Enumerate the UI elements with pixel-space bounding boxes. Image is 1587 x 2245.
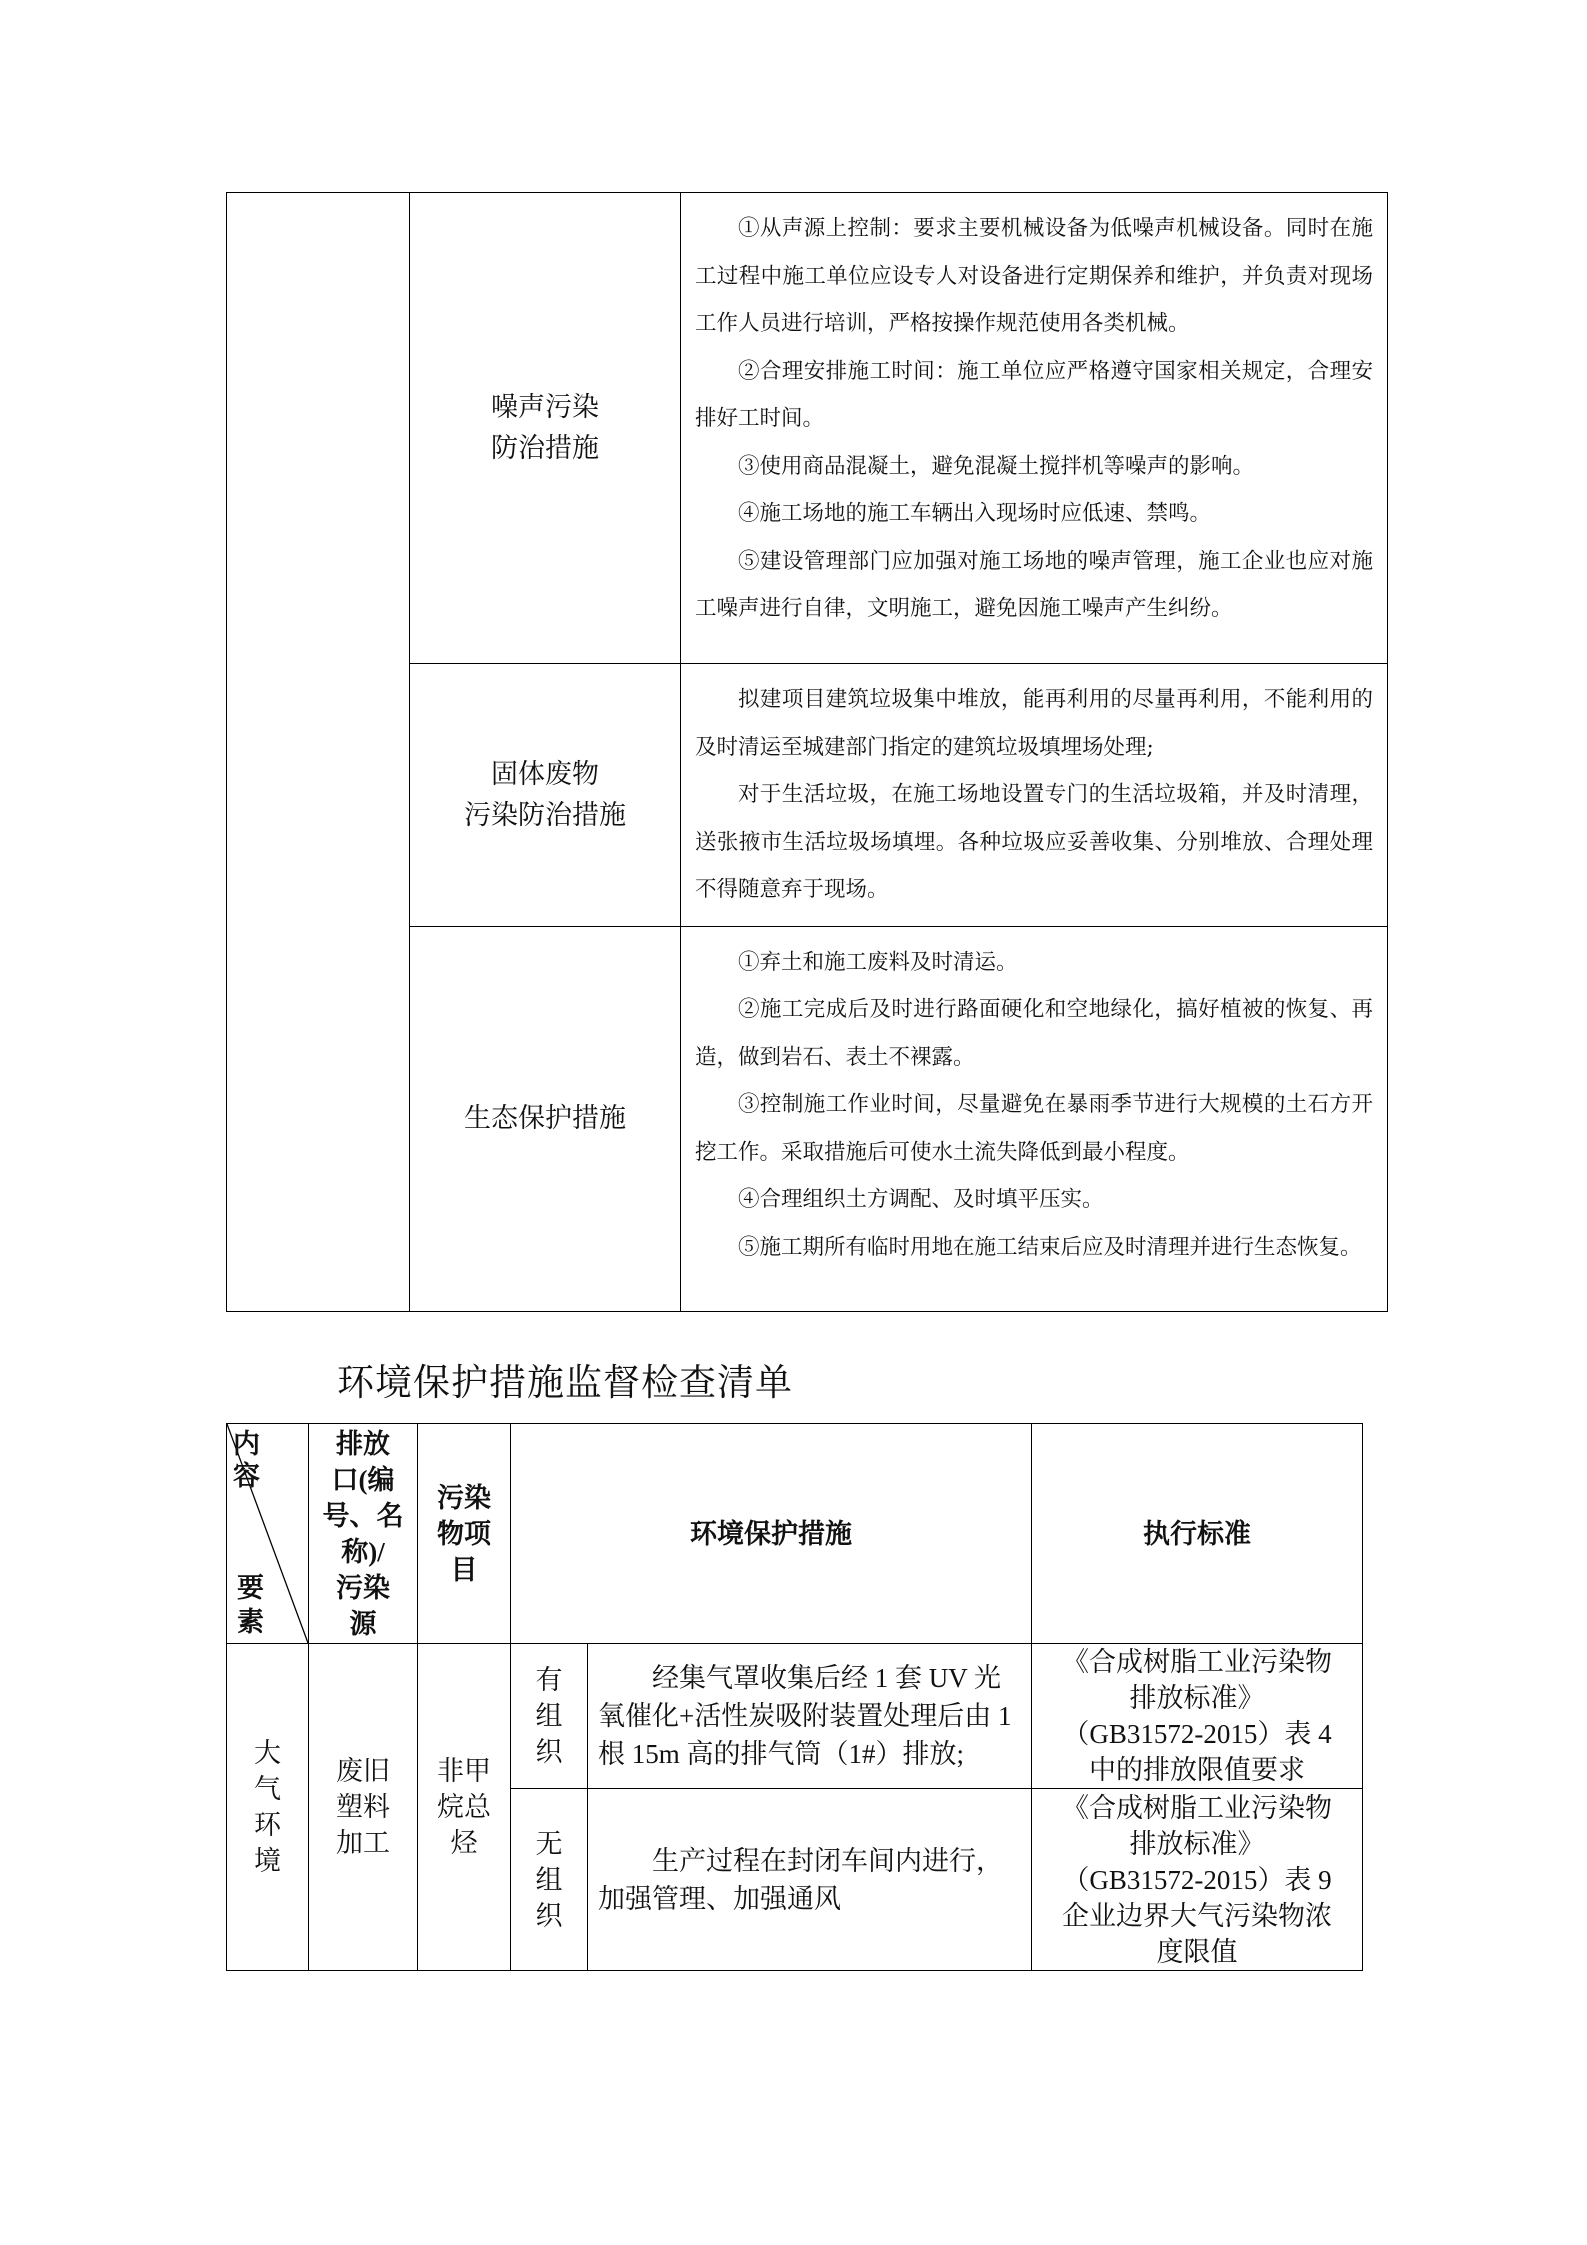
category-cell: 生态保护措施 [410, 926, 681, 1311]
diag-top-label: 内 容 [233, 1429, 260, 1491]
measures-table [226, 192, 1387, 1290]
category-cell: 噪声污染 防治措施 [410, 193, 681, 664]
standard-cell: 《合成树脂工业污染物 排放标准》 （GB31572-2015）表 9 企业边界大气污染物浓 度限值 [1032, 1789, 1363, 1971]
measure-paragraph: ⑤建设管理部门应加强对施工场地的噪声管理，施工企业也应对施工噪声进行自律，文明施工，避免因施工噪声产生纠纷。 [695, 548, 1373, 621]
measure-text-cell [681, 926, 1388, 1311]
standard-header: 执行标准 [1032, 1424, 1363, 1644]
header-row [227, 1424, 1363, 1644]
emission-type-cell: 有 组 织 [511, 1644, 588, 1789]
source-cell: 废旧 塑料 加工 [309, 1644, 418, 1971]
table-row [227, 1644, 1363, 1789]
measure-paragraph: ①弃土和施工废料及时清运。 [738, 949, 1018, 975]
element-cell: 大 气 环 境 [227, 1644, 309, 1971]
measure-paragraph: ②合理安排施工时间：施工单位应严格遵守国家相关规定，合理安排好工时间。 [695, 358, 1373, 431]
section-heading: 环境保护措施监督检查清单 [337, 1361, 793, 1404]
table-row [227, 193, 1388, 664]
standard-cell: 《合成树脂工业污染物 排放标准》 （GB31572-2015）表 4 中的排放限值要求 [1032, 1644, 1363, 1789]
diagonal-header-cell [227, 1424, 309, 1644]
measure-paragraph: ③使用商品混凝土，避免混凝土搅拌机等噪声的影响。 [738, 453, 1255, 479]
measure-paragraph: ①从声源上控制：要求主要机械设备为低噪声机械设备。同时在施工过程中施工单位应设专人对设备进行定期保养和维护，并负责对现场工作人员进行培训，严格按操作规范使用各类机械。 [695, 216, 1373, 336]
measure-cell: 生产过程在封闭车间内进行，加强管理、加强通风 [588, 1789, 1032, 1971]
measure-cell: 经集气罩收集后经 1 套 UV 光氧催化+活性炭吸附装置处理后由 1 根 15m 高的排气筒（1#）排放; [588, 1644, 1032, 1789]
measure-paragraph: ④施工场地的施工车辆出入现场时应低速、禁鸣。 [738, 501, 1212, 526]
measure-paragraph: 拟建项目建筑垃圾集中堆放，能再利用的尽量再利用，不能利用的及时清运至城建部门指定的建筑垃圾填埋场处理; [695, 687, 1373, 760]
measure-paragraph: 对于生活垃圾，在施工场地设置专门的生活垃圾箱，并及时清理，送张掖市生活垃圾场填埋。各种垃圾应妥善收集、分别堆放、合理处理不得随意弃于现场。 [695, 782, 1373, 902]
merged-empty-cell [227, 193, 410, 1312]
pollutant-header: 污染 物项 目 [418, 1424, 511, 1644]
pollutant-cell: 非甲 烷总 烃 [418, 1644, 511, 1971]
measure-paragraph: ②施工完成后及时进行路面硬化和空地绿化，搞好植被的恢复、再造，做到岩石、表土不裸露。 [695, 997, 1373, 1070]
measure-paragraph: ④合理组织土方调配、及时填平压实。 [738, 1187, 1104, 1212]
measure-paragraph: ⑤施工期所有临时用地在施工结束后应及时清理并进行生态恢复。 [738, 1234, 1362, 1260]
outlet-header: 排放 口(编 号、名 称)/ 污染 源 [309, 1424, 418, 1644]
emission-type-cell: 无 组 织 [511, 1789, 588, 1971]
category-cell: 固体废物 污染防治措施 [410, 664, 681, 927]
diag-bottom-label: 要 素 [237, 1573, 264, 1637]
measures-header: 环境保护措施 [511, 1424, 1032, 1644]
inspection-checklist-table [226, 1423, 1362, 1970]
measure-text-cell [681, 664, 1388, 927]
measure-text-cell [681, 193, 1388, 664]
measure-paragraph: ③控制施工作业时间，尽量避免在暴雨季节进行大规模的土石方开挖工作。采取措施后可使水土流失降低到最小程度。 [695, 1092, 1373, 1165]
